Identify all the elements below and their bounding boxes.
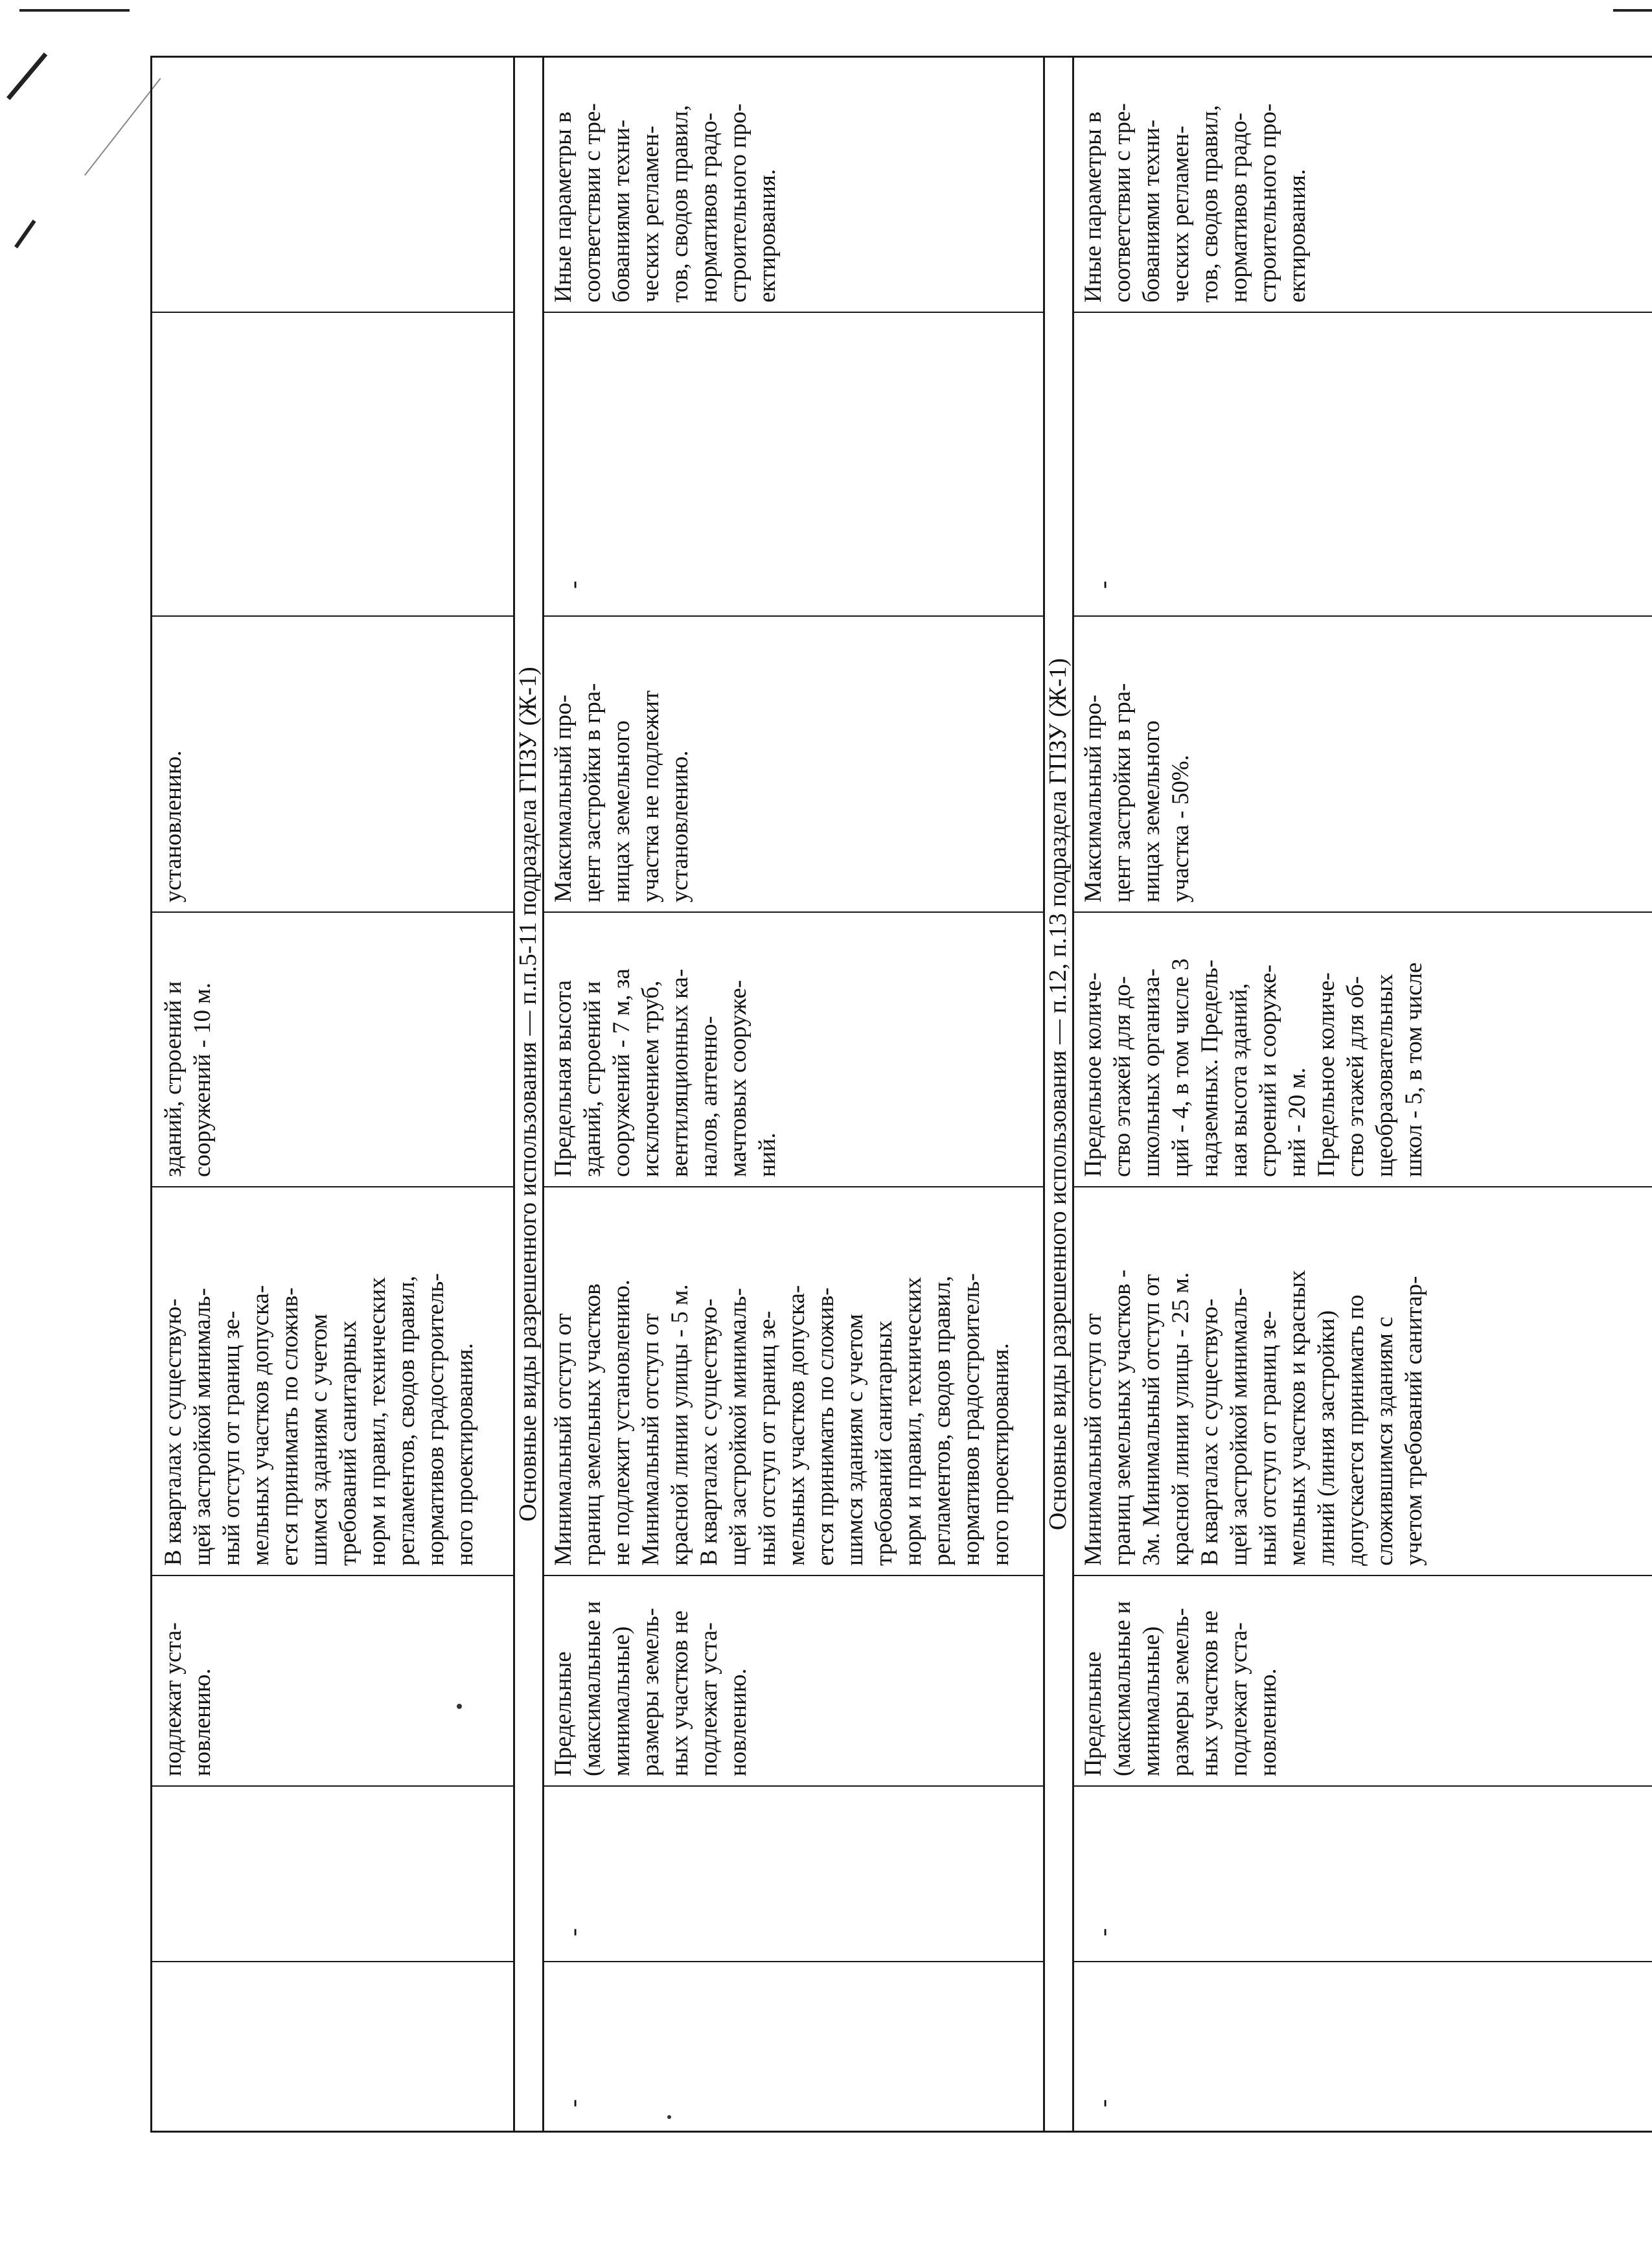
s2-cell-a1: - bbox=[1090, 2099, 1117, 2107]
s2-cell-e: Максимальный про- цент застройки в гра- ницах земельного участка - 50%. bbox=[1080, 683, 1194, 902]
col-divider bbox=[1072, 1961, 1652, 1962]
s1-cell-e: Максимальный про- цент застройки в гра- ницах земельного участка не подлежит установлению. bbox=[550, 683, 693, 902]
s1-cell-f: - bbox=[560, 580, 587, 589]
section-2-title: Основные виды разрешенного использования — п.12, п.13 подраздела ГПЗУ (Ж-1) bbox=[1044, 658, 1072, 1531]
s1-cell-c: Минимальный отступ от границ земельных участков не подлежит установлению. Минимальный отступ от красной линии улицы - 5 м. В кварталах с существую- щей застройкой минималь- ный отступ от границ зе- мельных участков допуска- ется принимать по сложив- шимся зданиям с учетом требований санитарных норм и правил, технических регламентов, сводов правил, нормативов градостроитель- ного проектирования. bbox=[550, 1273, 1014, 1566]
scan-stroke bbox=[14, 220, 36, 248]
col-divider bbox=[542, 1961, 1043, 1962]
s2-cell-g: Иные параметры в соответствии с тре- бованиями техни- ческих регламен- тов, сводов правил, нормативов градо- строительного про- ектирования. bbox=[1080, 103, 1311, 303]
s1-cell-a2: - bbox=[560, 1928, 587, 1936]
s2-cell-d: Предельное количе- ство этажей для до- школьных организа- ций - 4, в том числе 3 надземных. Предель- ная высота зданий, строений и сооруже- ний - 20 м. Предельное количе- ство этажей для об- щеобразовательных школ - 5, в том числе bbox=[1080, 958, 1427, 1177]
rotated-document bbox=[150, 56, 1652, 2133]
scan-mark bbox=[19, 9, 130, 12]
top-cell-d: зданий, строений и сооружений - 10 м. bbox=[160, 981, 216, 1177]
s2-cell-c: Минимальный отступ от границ земельных участков - 3м. Минимальный отступ от красной линии улицы - 25 м. В кварталах с существую- щей застройкой минималь- ный отступ от границ зе- мельных участков и красных линий (линия застройки) допускается принимать по сложившимся зданиям с учетом требований санитар- bbox=[1080, 1269, 1427, 1566]
col-divider bbox=[152, 1961, 513, 1962]
s1-cell-a1: - bbox=[560, 2099, 587, 2107]
scan-stroke bbox=[84, 78, 161, 176]
s2-cell-f: - bbox=[1090, 580, 1117, 589]
s2-cell-a2: - bbox=[1090, 1928, 1117, 1936]
s1-cell-d: Предельная высота зданий, строений и сооружений - 7 м, за исключением труб, вентиляционных ка- налов, антенно- мачтовых сооруже- ний. bbox=[550, 968, 781, 1177]
top-cell-b: подлежат уста- новлению. bbox=[160, 1622, 216, 1776]
s1-cell-g: Иные параметры в соответствии с тре- бованиями техни- ческих регламен- тов, сводов правил, нормативов градо- строительного про- ектирования. bbox=[550, 103, 781, 303]
scan-stroke bbox=[6, 52, 47, 100]
top-cell-c: В кварталах с существую- щей застройкой минималь- ный отступ от границ зе- мельных участков допуска- ется принимать по сложив- шимся зданиям с учетом требований санитарных норм и правил, технических регламентов, сводов правил, нормативов градостроитель- ного проектирования. bbox=[160, 1273, 478, 1566]
s1-cell-b: Предельные (максимальные и минимальные) размеры земель- ных участков не подлежат уста- новлению. bbox=[550, 1601, 751, 1776]
s2-cell-b: Предельные (максимальные и минимальные) размеры земель- ных участков не подлежат уста- новлению. bbox=[1080, 1601, 1281, 1776]
section-1-title: Основные виды разрешенного использования — п.п.5-11 подраздела ГПЗУ (Ж-1) bbox=[514, 667, 542, 1522]
scan-mark bbox=[1613, 9, 1652, 12]
top-cell-e: установлению. bbox=[160, 750, 187, 902]
parameters-table bbox=[150, 56, 1652, 2133]
col-divider bbox=[152, 312, 513, 313]
